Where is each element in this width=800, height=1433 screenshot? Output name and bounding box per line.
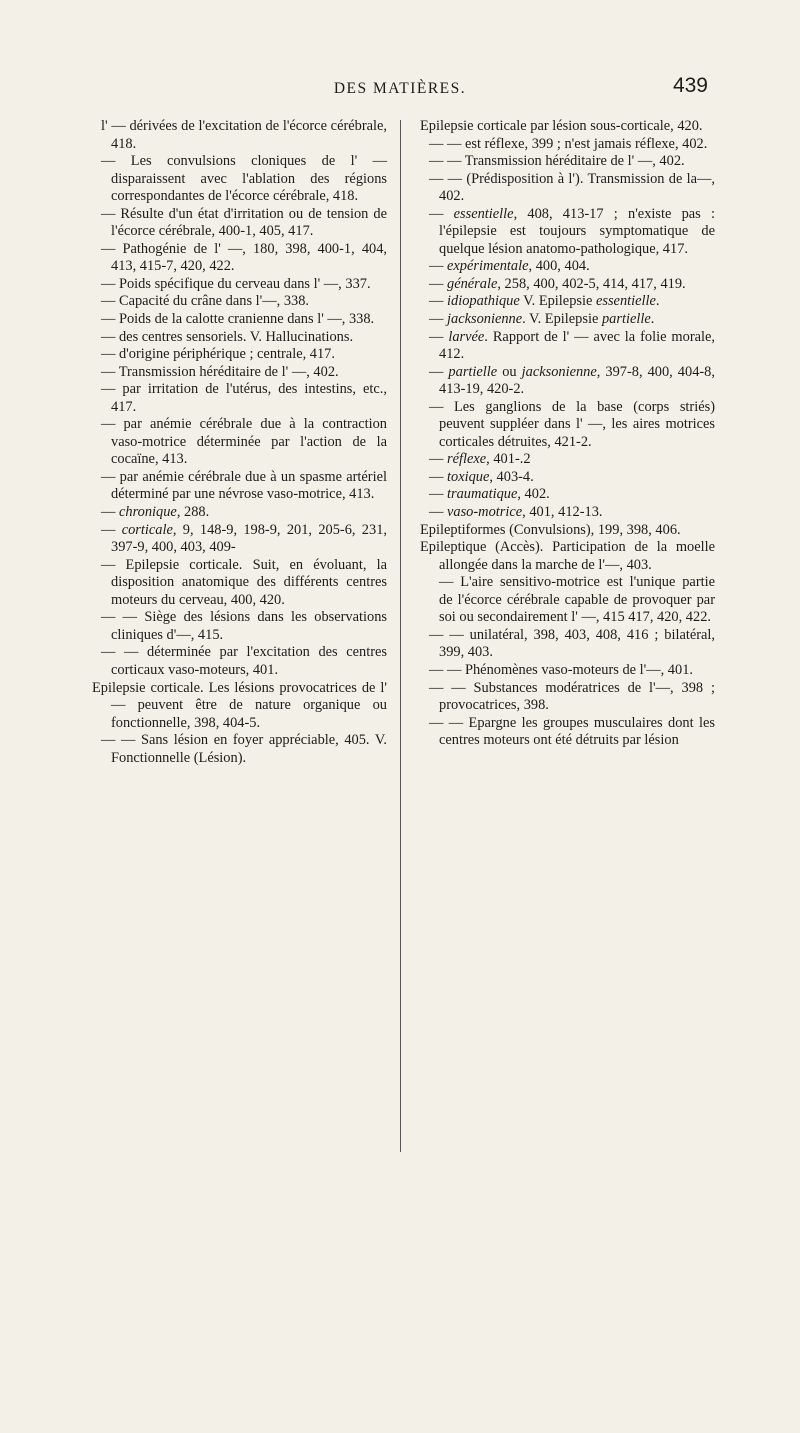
- index-text: , 288.: [176, 504, 210, 521]
- index-text: —: [429, 468, 447, 485]
- index-term: jacksonienne: [447, 311, 523, 328]
- index-column-left: [92, 118, 387, 767]
- index-column-right: [420, 118, 715, 750]
- index-text: , 402.: [517, 486, 550, 503]
- index-text: —: [429, 275, 447, 292]
- index-text: ou: [497, 363, 522, 380]
- index-entry: — — déterminée par l'excitation des centres corticaux vaso-moteurs, 401.: [101, 644, 387, 678]
- index-entry: — — Transmission héréditaire de l' —, 402.: [429, 153, 685, 170]
- index-entry: [420, 504, 715, 522]
- index-entry: [420, 311, 715, 329]
- index-entry: — L'aire sensitivo-motrice est l'unique partie de l'écorce cérébrale capable de provoquer par soi ou secondairement l' —, 415 417, 420, 422.: [439, 574, 715, 626]
- index-entry: [420, 451, 715, 469]
- index-text: , 400, 404.: [528, 258, 590, 275]
- index-text: , 397-8, 400, 404-8, 413-19, 420-2.: [439, 363, 715, 398]
- index-entry: — Poids spécifique du cerveau dans l' —, 337.: [101, 275, 371, 292]
- index-entry: — Transmission héréditaire de l' —, 402.: [101, 363, 339, 380]
- index-entry: [420, 206, 715, 259]
- index-entry: — — est réflexe, 399 ; n'est jamais réflexe, 402.: [429, 135, 708, 152]
- index-entry: Epileptiformes (Convulsions), 199, 398, 406.: [420, 521, 681, 538]
- index-entry: — — Epargne les groupes musculaires dont les centres moteurs ont été détruits par lésion: [429, 714, 715, 749]
- index-entry: — — Siège des lésions dans les observations cliniques d'—, 415.: [101, 609, 387, 643]
- index-term: générale: [447, 275, 498, 292]
- index-entry: — Les ganglions de la base (corps striés) peuvent suppléer dans l' —, les aires motrices corticales détruites, 421-2.: [429, 398, 715, 450]
- index-entry: [92, 504, 387, 522]
- index-text: , 408, 413-17 ; n'existe pas : l'épilepsie est toujours symptomatique de quelque lésion anatomo-pathologique, 417.: [439, 205, 715, 257]
- index-term: vaso-motrice: [447, 504, 523, 521]
- running-head: DES MATIÈRES.: [333, 80, 467, 97]
- index-entry: — Capacité du crâne dans l'—, 338.: [101, 293, 309, 310]
- index-entry: [420, 329, 715, 364]
- index-term: essentielle: [453, 205, 514, 222]
- index-text: , 403-4.: [489, 468, 534, 485]
- index-entry: — Poids de la calotte cranienne dans l' —, 338.: [101, 311, 375, 328]
- index-text: —: [429, 293, 447, 310]
- index-entry: [420, 469, 715, 487]
- index-text: . Rapport de l' — avec la folie morale, 412.: [439, 328, 715, 363]
- index-entry: — des centres sensoriels. V. Hallucinations.: [101, 328, 354, 345]
- index-term: toxique: [447, 468, 490, 485]
- index-term: jacksonienne: [521, 363, 597, 380]
- index-term: essentielle: [595, 293, 656, 310]
- index-entry: — par irritation de l'utérus, des intestins, etc., 417.: [101, 381, 387, 415]
- index-entry: Epileptique (Accès). Participation de la moelle allongée dans la marche de l'—, 403.: [420, 539, 715, 573]
- index-term: partielle: [601, 311, 651, 328]
- index-term: réflexe: [447, 451, 487, 468]
- index-term: chronique: [119, 504, 177, 521]
- index-entry: — — Sans lésion en foyer appréciable, 405. V. Fonctionnelle (Lésion).: [101, 732, 387, 766]
- index-text: —: [429, 363, 449, 380]
- index-text: —: [429, 311, 447, 328]
- index-entry: — — (Prédisposition à l'). Transmission de la—, 402.: [429, 170, 715, 205]
- index-text: , 9, 148-9, 198-9, 201, 205-6, 231, 397-9, 400, 403, 409-: [111, 521, 387, 556]
- index-entry: — — Phénomènes vaso-moteurs de l'—, 401.: [429, 661, 693, 678]
- index-entry: [420, 293, 715, 311]
- index-text: —: [429, 205, 454, 222]
- index-entry: [420, 364, 715, 399]
- index-text: —: [429, 486, 447, 503]
- index-entry: — Epilepsie corticale. Suit, en évoluant, la disposition anatomique des différents centres moteurs du cerveau, 400, 420.: [101, 556, 387, 608]
- page-number: 439: [672, 74, 708, 97]
- index-text: —: [429, 451, 447, 468]
- index-entry: — — unilatéral, 398, 403, 408, 416 ; bilatéral, 399, 403.: [429, 626, 715, 661]
- index-text: —: [429, 258, 447, 275]
- index-entry: Epilepsie corticale. Les lésions provocatrices de l' — peuvent être de nature organique ou fonctionnelle, 398, 404-5.: [92, 679, 387, 731]
- index-entry: Epilepsie corticale par lésion sous-corticale, 420.: [420, 118, 703, 134]
- index-entry: l' — dérivées de l'excitation de l'écorce cérébrale, 418.: [101, 118, 387, 152]
- index-text: . V. Epilepsie: [522, 311, 602, 328]
- index-text: .: [650, 311, 655, 328]
- index-term: expérimentale: [447, 258, 529, 275]
- index-term: partielle: [448, 363, 498, 380]
- index-text: , 401-.2: [486, 451, 531, 468]
- index-text: —: [429, 504, 447, 521]
- index-text: —: [101, 504, 119, 521]
- index-term: larvée: [448, 328, 485, 345]
- index-entry: [420, 486, 715, 504]
- index-text: —: [429, 328, 449, 345]
- index-term: idiopathique: [447, 293, 520, 310]
- index-term: traumatique: [447, 486, 518, 503]
- index-text: .: [655, 293, 660, 310]
- index-entry: — Les convulsions cloniques de l' — disparaissent avec l'ablation des régions correspondantes de l'écorce cérébrale, 418.: [101, 153, 387, 205]
- index-entry: — par anémie cérébrale due à un spasme artériel déterminé par une névrose vaso-motrice, 413.: [101, 468, 387, 503]
- index-entry: — d'origine périphérique ; centrale, 417.: [101, 346, 335, 363]
- index-entry: — Pathogénie de l' —, 180, 398, 400-1, 404, 413, 415-7, 420, 422.: [101, 240, 387, 275]
- index-entry: — — Substances modératrices de l'—, 398 ; provocatrices, 398.: [429, 679, 715, 714]
- column-divider: [400, 120, 401, 1152]
- index-text: —: [101, 521, 122, 538]
- index-entry: [92, 522, 387, 557]
- index-text: , 401, 412-13.: [522, 504, 603, 521]
- index-term: corticale: [121, 521, 173, 538]
- index-text: , 258, 400, 402-5, 414, 417, 419.: [497, 275, 686, 292]
- index-entry: — Résulte d'un état d'irritation ou de tension de l'écorce cérébrale, 400-1, 405, 417.: [101, 205, 387, 240]
- index-entry: — par anémie cérébrale due à la contraction vaso-motrice déterminée par l'action de la cocaïne, 413.: [101, 416, 387, 468]
- index-entry: [420, 276, 715, 294]
- index-entry: [420, 258, 715, 276]
- index-text: V. Epilepsie: [519, 293, 596, 310]
